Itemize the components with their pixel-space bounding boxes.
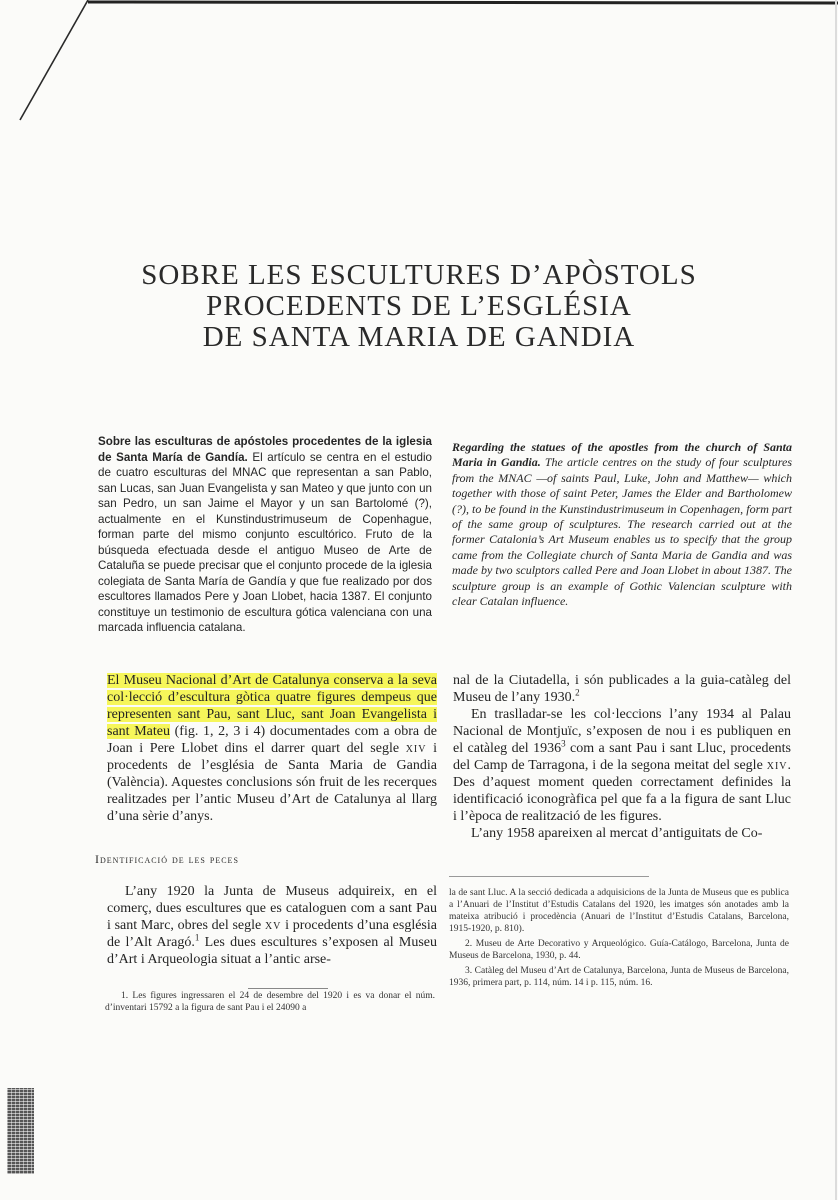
body-column-left [107, 672, 437, 825]
footnote-rule-left [248, 988, 328, 989]
paragraph-1934-text-2: com a sant Pau i sant Lluc, procedents del Camp de Tarragona, i de la segona meitat del segle [453, 741, 792, 773]
footnote-2: 2. Museu de Arte Decorativo y Arqueológico. Guía-Catálogo, Barcelona, Junta de Museus de Barcelona, 1930, p. 44. [449, 939, 789, 961]
footnote-rule-right [449, 876, 649, 877]
body-column-left-section [107, 883, 437, 968]
century-label: xiv [766, 758, 788, 773]
footnote-ref-3: 3 [561, 738, 566, 749]
identification-paragraph [107, 883, 437, 968]
abstract-english-lead: Regarding the statues of the apostles from the church of Santa Maria in Gandia. [452, 440, 792, 470]
paragraph-continued [453, 672, 791, 706]
intro-paragraph [107, 672, 437, 825]
footnotes-left [105, 990, 435, 1017]
title-line-3: DE SANTA MARIA DE GANDIA [202, 321, 636, 353]
footnote-3: 3. Catàleg del Museu d’Art de Catalunya, Barcelona, Junta de Museus de Barcelona, 1936, primera part, p. 114, núm. 14 i p. 115, núm. 16. [449, 966, 789, 988]
paragraph-1934-text: En traslladar-se les col·leccions l’any 1934 al Palau Nacional de Montjuïc, s’exposen de nou i es publiquen en el catàleg del 1936 [453, 707, 791, 756]
footnote-ref-2: 2 [575, 687, 580, 698]
abstract-english-body: The article centres on the study of four sculptures from the MNAC —of saints Paul, Luke, John and Matthew— which together with those of saint Peter, James the Elder and Bartholomew (?), to be found in the Kunstindustrimuseum in Copenhagen, form part of the same group of sculptures. The research carried out at the former Catalonia’s Art Museum enables us to specify that the group came from the Collegiate church of Santa Maria de Gandia and was made by two sculptors called Pere and Joan Llobet in about 1387. The sculpture group is an example of Gothic Valencian sculpture with clear Catalan influence. [452, 455, 792, 609]
abstract-spanish-body: El artículo se centra en el estudio de cuatro esculturas del MNAC que representan a san Pablo, san Lucas, san Juan Evangelista y san Mateo y que junto con un san Pedro, un san Jaime el Mayor y un san Bartolomé (?), actualmente en el Kunstindustrimuseum de Copenhague, forman parte del mismo conjunto escultórico. Fruto de la búsqueda efectuada desde el antiguo Museo de Arte de Cataluña se puede precisar que el conjunto procede de la iglesia colegiata de Santa María de Gandía y que fue realizado por dos escultores llamados Pere y Joan Llobet, hacia 1387. El conjunto constituye un testimonio de escultura gótica valenciana con una marcada influencia catalana. [98, 450, 433, 634]
intro-text-end: i procedents de l’església de Santa Maria de Gandia (València). Aquestes conclusions són fruit de les recerques realitzades per l’antic Museu d’Art de Catalunya al llarg d’una sèrie d’anys. [107, 741, 437, 824]
paragraph-continued-text: nal de la Ciutadella, i són publicades a la guia-catàleg del Museu de l’any 1930. [453, 673, 791, 705]
footnote-ref-1: 1 [194, 932, 200, 943]
century-label: xiv [405, 741, 427, 756]
section-heading: Identificació de les peces [95, 852, 239, 866]
footnotes-right [449, 887, 789, 992]
footnote-1-continued: la de sant Lluc. A la secció dedicada a adquisicions de la Junta de Museus que es publica a l’Anuari de l’Institut d’Estudis Catalans del 1920, les imatges són anotades amb la mateixa atribució i procedència (Anuari de l’Institut d’Estudis Catalans, Barcelona, 1915-1920, p. 810). [449, 888, 789, 934]
abstract-spanish [98, 434, 432, 636]
body-column-right [453, 672, 791, 842]
century-label: xv [264, 918, 282, 933]
footnote-1: 1. Les figures ingressaren el 24 de desembre del 1920 i es va donar el núm. d’inventari 15792 a la figura de sant Pau i el 24090 a [105, 991, 435, 1013]
highlighted-text: El Museu Nacional d’Art de Catalunya conserva a la seva col·lecció d’escultura gòtica quatre figures dempeus que representen sant Pau, sant Lluc, sant Joan Evangelista i sant Mateu [107, 673, 437, 739]
abstract-spanish-lead: Sobre las esculturas de apóstoles procedentes de la iglesia de Santa María de Gandía. [98, 435, 432, 464]
intro-text: (fig. 1, 2, 3 i 4) documentades com a obra de Joan i Pere Llobet dins el darrer quart del segle [107, 724, 437, 756]
title-line-1: SOBRE LES ESCULTURES D’APÒSTOLS [141, 259, 697, 291]
title-line-2: PROCEDENTS DE L’ESGLÉSIA [206, 290, 632, 322]
barcode-label [7, 1088, 34, 1174]
identification-text-2: i procedents d’una església de l’Alt Aragó. [107, 918, 437, 950]
identification-text-3: Les dues escultures s’exposen al Museu d’Art i Arqueologia situat a l’antic arse- [107, 935, 437, 967]
paragraph-1934 [453, 706, 791, 825]
paragraph-1934-text-3: . Des d’aquest moment queden correctament definides la identificació iconogràfica pel que fa a la figura de sant Lluc i l’època de realització de les figures. [453, 758, 791, 824]
paragraph-1958: L’any 1958 apareixen al mercat d’antiguitats de Co- [471, 826, 763, 841]
abstract-english [452, 440, 792, 609]
identification-text: L’any 1920 la Junta de Museus adquireix, en el comerç, dues escultures que es cataloguen com a sant Pau i sant Marc, obres del segle [107, 884, 437, 933]
article-title [80, 260, 758, 353]
